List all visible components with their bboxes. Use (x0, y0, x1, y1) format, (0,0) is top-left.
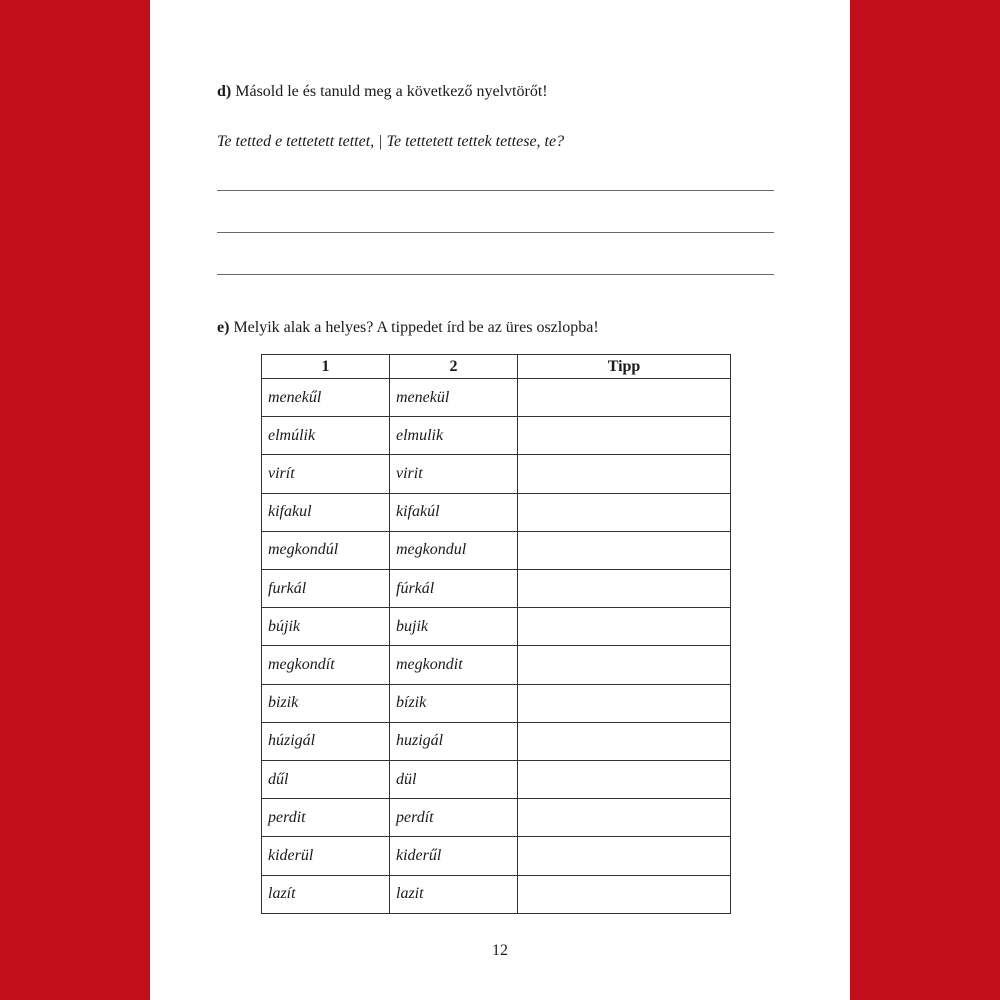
table-header-row (262, 355, 731, 379)
option-1-cell: dűl (262, 761, 390, 799)
writing-line[interactable] (217, 190, 774, 191)
workbook-page (150, 0, 850, 1000)
word-form-table (261, 354, 731, 914)
option-2-cell: megkondit (390, 646, 518, 684)
option-1-cell: furkál (262, 570, 390, 608)
writing-line[interactable] (217, 232, 774, 233)
option-2-cell: huzigál (390, 722, 518, 760)
tipp-cell[interactable] (518, 608, 731, 646)
tipp-cell[interactable] (518, 646, 731, 684)
column-header-2: 2 (390, 355, 518, 379)
tongue-twister: Te tetted e tettetett tettet, | Te tettetett tettek tettese, te? (217, 133, 565, 150)
option-2-cell: bujik (390, 608, 518, 646)
task-d-text: Másold le és tanuld meg a következő nyelvtörőt! (235, 83, 548, 100)
option-1-cell: elmúlik (262, 417, 390, 455)
column-header-tipp: Tipp (518, 355, 731, 379)
option-1-cell: virít (262, 455, 390, 493)
table-row (262, 608, 731, 646)
option-1-cell: lazít (262, 875, 390, 913)
tipp-cell[interactable] (518, 493, 731, 531)
task-d-instruction (217, 82, 548, 102)
option-2-cell: kiderűl (390, 837, 518, 875)
option-2-cell: fúrkál (390, 570, 518, 608)
column-header-1: 1 (262, 355, 390, 379)
option-1-cell: húzigál (262, 722, 390, 760)
option-2-cell: bízik (390, 684, 518, 722)
tipp-cell[interactable] (518, 417, 731, 455)
table-row (262, 875, 731, 913)
option-1-cell: megkondúl (262, 531, 390, 569)
tipp-cell[interactable] (518, 379, 731, 417)
tipp-cell[interactable] (518, 684, 731, 722)
table-row (262, 417, 731, 455)
tipp-cell[interactable] (518, 531, 731, 569)
tipp-cell[interactable] (518, 761, 731, 799)
table-row (262, 531, 731, 569)
option-2-cell: elmulik (390, 417, 518, 455)
option-2-cell: menekül (390, 379, 518, 417)
table-row (262, 379, 731, 417)
option-1-cell: megkondít (262, 646, 390, 684)
table-row (262, 761, 731, 799)
option-1-cell: menekűl (262, 379, 390, 417)
tipp-cell[interactable] (518, 570, 731, 608)
writing-line[interactable] (217, 274, 774, 275)
table-row (262, 799, 731, 837)
tipp-cell[interactable] (518, 799, 731, 837)
tipp-cell[interactable] (518, 722, 731, 760)
option-1-cell: kiderül (262, 837, 390, 875)
table-row (262, 646, 731, 684)
table-row (262, 684, 731, 722)
option-2-cell: megkondul (390, 531, 518, 569)
task-e-instruction (217, 318, 599, 338)
option-2-cell: virit (390, 455, 518, 493)
option-2-cell: kifakúl (390, 493, 518, 531)
table-row (262, 722, 731, 760)
option-2-cell: dül (390, 761, 518, 799)
task-e-letter: e) (217, 319, 230, 336)
table-row (262, 837, 731, 875)
task-d-letter: d) (217, 83, 232, 100)
table-row (262, 570, 731, 608)
page-number: 12 (492, 942, 508, 959)
tipp-cell[interactable] (518, 837, 731, 875)
task-e-text: Melyik alak a helyes? A tippedet írd be az üres oszlopba! (233, 319, 599, 336)
option-1-cell: bizik (262, 684, 390, 722)
option-1-cell: bújik (262, 608, 390, 646)
table-row (262, 493, 731, 531)
option-2-cell: perdít (390, 799, 518, 837)
option-1-cell: kifakul (262, 493, 390, 531)
table-row (262, 455, 731, 493)
tipp-cell[interactable] (518, 455, 731, 493)
tipp-cell[interactable] (518, 875, 731, 913)
option-1-cell: perdit (262, 799, 390, 837)
option-2-cell: lazit (390, 875, 518, 913)
